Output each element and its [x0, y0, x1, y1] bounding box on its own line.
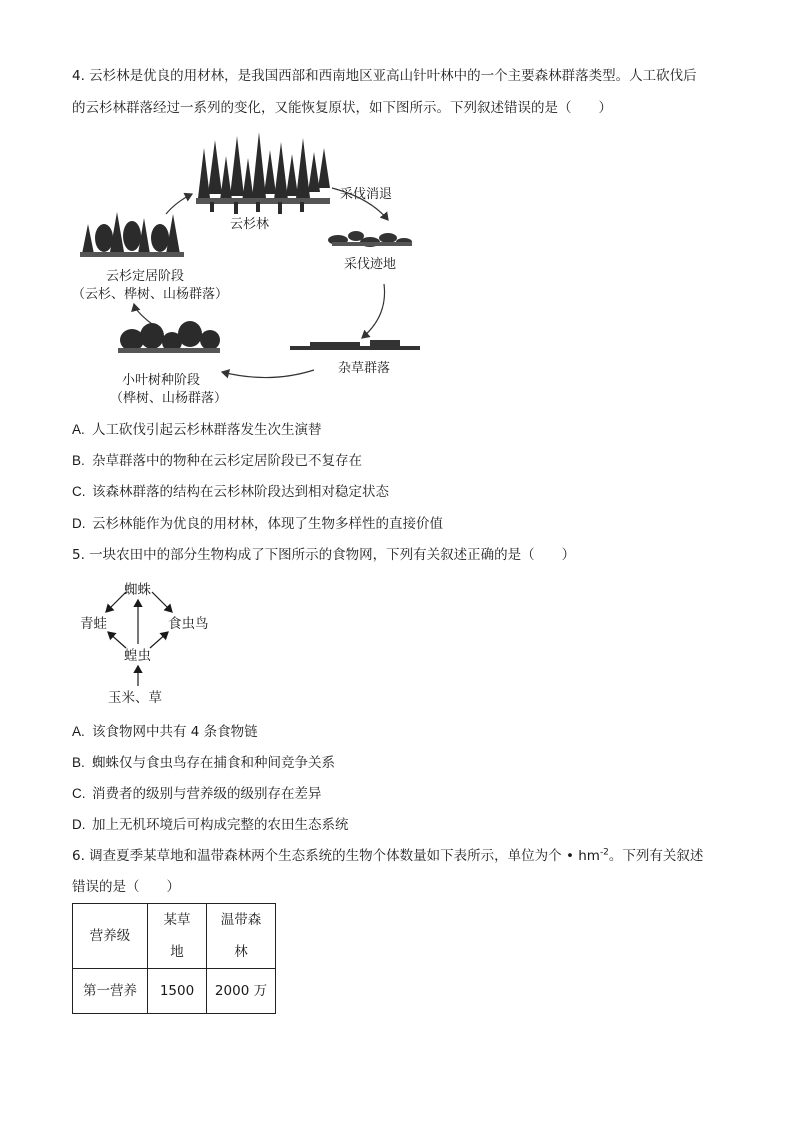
arrow-spider-bird [152, 592, 172, 612]
q4-stem-line2: 的云杉林群落经过一系列的变化，又能恢复原状，如下图所示。下列叙述错误的是（ ） [72, 100, 612, 116]
arrow-logged-to-weed [362, 284, 385, 338]
q6-stem-line2: 错误的是（ ） [72, 879, 180, 895]
q4-option-a[interactable]: A. 人工砍伐引起云杉林群落发生次生演替 [72, 422, 322, 438]
table-header-cell: 温带森 林 [207, 904, 276, 969]
q5-option-d[interactable]: D. 加上无机环境后可构成完整的农田生态系统 [72, 817, 349, 833]
q4-option-c[interactable]: C. 该森林群落的结构在云杉林阶段达到相对稳定状态 [72, 484, 389, 500]
logged-site-illustration [328, 231, 412, 247]
label-weed-community: 杂草群落 [338, 361, 391, 376]
population-table [72, 903, 276, 1014]
label-spruce-forest: 云杉林 [230, 217, 270, 232]
arrow-locust-frog [108, 632, 126, 648]
arrow-spider-frog [106, 592, 126, 612]
arrow-locust-bird [150, 632, 168, 648]
table-cell: 1500 [148, 969, 207, 1014]
label-small-leaf-species: （桦树、山杨群落） [110, 391, 228, 406]
arrow-smallleaf-to-settle [134, 304, 152, 324]
label-spruce-settle-stage: 云杉定居阶段 [106, 269, 185, 284]
node-insectivorous-bird: 食虫鸟 [168, 616, 209, 632]
node-producers: 玉米、草 [108, 690, 162, 706]
node-frog: 青蛙 [80, 616, 107, 632]
q4-option-b[interactable]: B. 杂草群落中的物种在云杉定居阶段已不复存在 [72, 453, 362, 469]
label-logging-retreat: 采伐消退 [340, 187, 393, 202]
label-spruce-settle-species: （云杉、桦树、山杨群落） [72, 287, 229, 302]
node-spider: 蜘蛛 [124, 582, 151, 598]
food-web-diagram [72, 578, 232, 708]
q4-stem-line1: 4. 云杉林是优良的用材林，是我国西部和西南地区亚高山针叶林中的一个主要森林群落类型。人工砍伐后 [72, 68, 697, 84]
q6-stem-line1: 6. 调查夏季某草地和温带森林两个生态系统的生物个体数量如下表所示，单位为个 • $hm^{-2}$。下列有关叙述 [72, 847, 704, 864]
spruce-forest-illustration [196, 132, 330, 214]
small-leaf-stage-illustration [118, 321, 220, 353]
q5-stem: 5. 一块农田中的部分生物构成了下图所示的食物网，下列有关叙述正确的是（ ） [72, 547, 576, 563]
table-cell: 第一营养 [73, 969, 148, 1014]
table-header-cell: 某草 地 [148, 904, 207, 969]
table-header-cell: 营养级 [73, 904, 148, 969]
label-logged-site: 采伐迹地 [344, 257, 397, 272]
table-cell: 2000 万 [207, 969, 276, 1014]
table-header-row [73, 904, 276, 969]
q4-option-d[interactable]: D. 云杉林能作为优良的用材林，体现了生物多样性的直接价值 [72, 516, 443, 532]
arrow-settle-to-forest [166, 194, 192, 214]
weed-community-illustration [290, 340, 420, 350]
table-row [73, 969, 276, 1014]
q5-option-b[interactable]: B. 蜘蛛仅与食虫鸟存在捕食和种间竞争关系 [72, 755, 335, 771]
succession-diagram [70, 128, 450, 410]
node-locust: 蝗虫 [124, 648, 151, 664]
label-small-leaf-stage: 小叶树种阶段 [122, 373, 201, 388]
q5-option-c[interactable]: C. 消费者的级别与营养级的级别存在差异 [72, 786, 322, 802]
arrow-weed-to-smallleaf [222, 370, 314, 378]
spruce-settle-stage-illustration [80, 212, 184, 257]
q5-option-a[interactable]: A. 该食物网中共有 4 条食物链 [72, 724, 258, 740]
